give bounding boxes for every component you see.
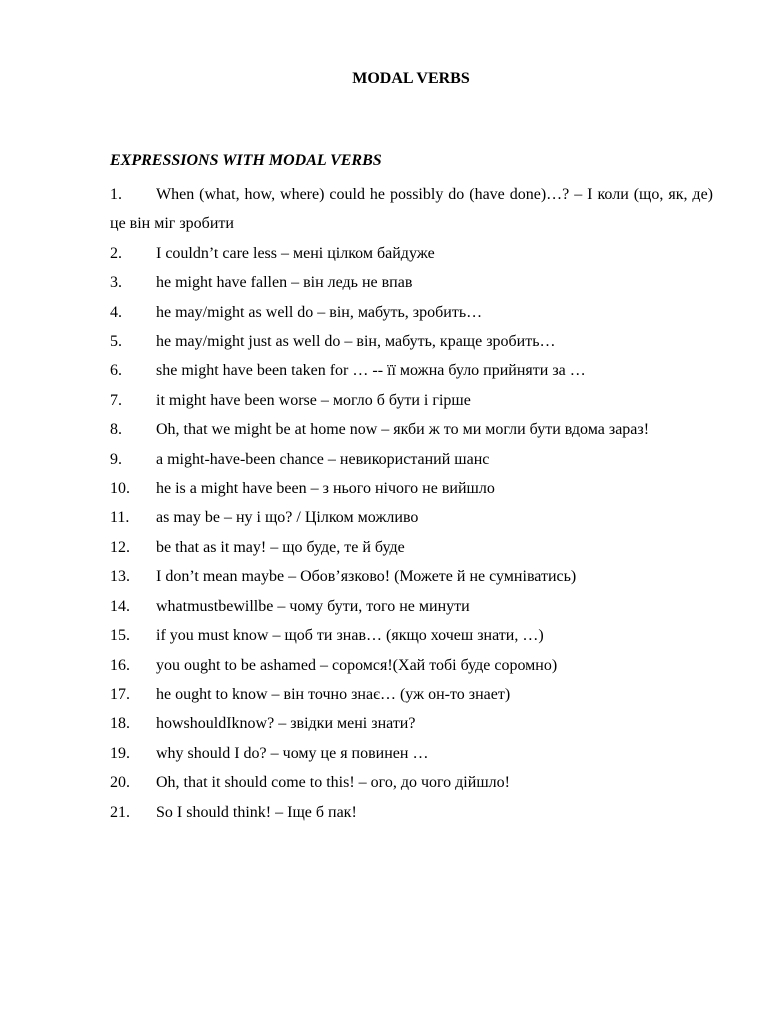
list-item-text: it might have been worse – могло б бути і гірше bbox=[156, 391, 471, 409]
list-item-number: 4. bbox=[110, 303, 122, 321]
list-item bbox=[110, 533, 713, 562]
list-item-text: be that as it may! – що буде, те й буде bbox=[156, 538, 405, 556]
list-item-text: a might-have-been chance – невикористаний шанс bbox=[156, 450, 490, 468]
list-item bbox=[110, 386, 713, 415]
list-item-number: 2. bbox=[110, 244, 122, 262]
list-item bbox=[110, 592, 713, 621]
list-item-text: you ought to be ashamed – соромся!(Хай тобі буде соромно) bbox=[156, 656, 558, 674]
list-item-number: 18. bbox=[110, 715, 130, 733]
list-item bbox=[110, 445, 713, 474]
list-item bbox=[110, 503, 713, 532]
list-item-text: he may/might as well do – він, мабуть, зробить… bbox=[156, 303, 483, 321]
list-item bbox=[110, 239, 713, 268]
list-item bbox=[110, 268, 713, 297]
section-heading: EXPRESSIONS WITH MODAL VERBS bbox=[110, 152, 382, 169]
list-item-number: 12. bbox=[110, 538, 130, 556]
list-item-number: 14. bbox=[110, 597, 130, 615]
list-item bbox=[110, 356, 713, 385]
list-item bbox=[110, 739, 713, 768]
list-item bbox=[110, 562, 713, 591]
list-item bbox=[110, 798, 713, 827]
list-item-text: When (what, how, where) could he possibly do (have done)…? – І коли (що, як, де) це він міг зробити bbox=[110, 186, 713, 233]
list-item-number: 19. bbox=[110, 744, 130, 762]
list-item bbox=[110, 621, 713, 650]
list-item-text: I couldn’t care less – мені цілком байдуже bbox=[156, 244, 435, 262]
list-item-text: he is a might have been – з нього нічого не вийшло bbox=[156, 480, 495, 498]
list-item bbox=[110, 298, 713, 327]
list-item-number: 21. bbox=[110, 803, 130, 821]
list-item-number: 7. bbox=[110, 391, 122, 409]
list-item-number: 11. bbox=[110, 509, 130, 527]
list-item bbox=[110, 768, 713, 797]
list-item-text: howshouldIknow? – звідки мені знати? bbox=[156, 715, 416, 733]
list-item-number: 5. bbox=[110, 333, 122, 351]
list-item bbox=[110, 709, 713, 738]
list-item bbox=[110, 415, 713, 444]
list-item-text: Oh, that it should come to this! – ого, до чого дійшло! bbox=[156, 774, 510, 792]
list-item-number: 20. bbox=[110, 774, 130, 792]
list-item-number: 16. bbox=[110, 656, 130, 674]
list-item bbox=[110, 680, 713, 709]
list-item-text: why should I do? – чому це я повинен … bbox=[156, 744, 429, 762]
list-item-text: he ought to know – він точно знає… (уж он-то знает) bbox=[156, 685, 511, 703]
list-item-text: if you must know – щоб ти знав… (якщо хочеш знати, …) bbox=[156, 627, 544, 645]
list-item-text: he may/might just as well do – він, мабуть, краще зробить… bbox=[156, 333, 556, 351]
list-item-number: 3. bbox=[110, 274, 122, 292]
list-item-number: 15. bbox=[110, 627, 130, 645]
list-item-text: she might have been taken for … -- її можна було прийняти за … bbox=[156, 362, 586, 380]
list-item-text: I don’t mean maybe – Обов’язково! (Можете й не сумніватись) bbox=[156, 568, 577, 586]
list-item-number: 6. bbox=[110, 362, 122, 380]
list-item bbox=[110, 327, 713, 356]
list-item-number: 1. bbox=[110, 186, 122, 203]
list-item bbox=[110, 474, 713, 503]
list-item-number: 8. bbox=[110, 421, 122, 439]
list-item-text: whatmustbewillbe – чому бути, того не минути bbox=[156, 597, 470, 615]
list-item bbox=[110, 651, 713, 680]
list-item-number: 10. bbox=[110, 480, 130, 498]
list-item bbox=[110, 180, 713, 239]
list-item-text: as may be – ну і що? / Цілком можливо bbox=[156, 509, 419, 527]
list-item-text: So I should think! – Іще б пак! bbox=[156, 803, 357, 821]
page-title: MODAL VERBS bbox=[352, 70, 470, 87]
list-item-number: 17. bbox=[110, 685, 130, 703]
list-item-number: 13. bbox=[110, 568, 130, 586]
list-item-number: 9. bbox=[110, 450, 122, 468]
list-item-text: he might have fallen – він ледь не впав bbox=[156, 274, 413, 292]
list-item-text: Oh, that we might be at home now – якби ж то ми могли бути вдома зараз! bbox=[156, 421, 650, 439]
expressions-list bbox=[110, 180, 713, 827]
